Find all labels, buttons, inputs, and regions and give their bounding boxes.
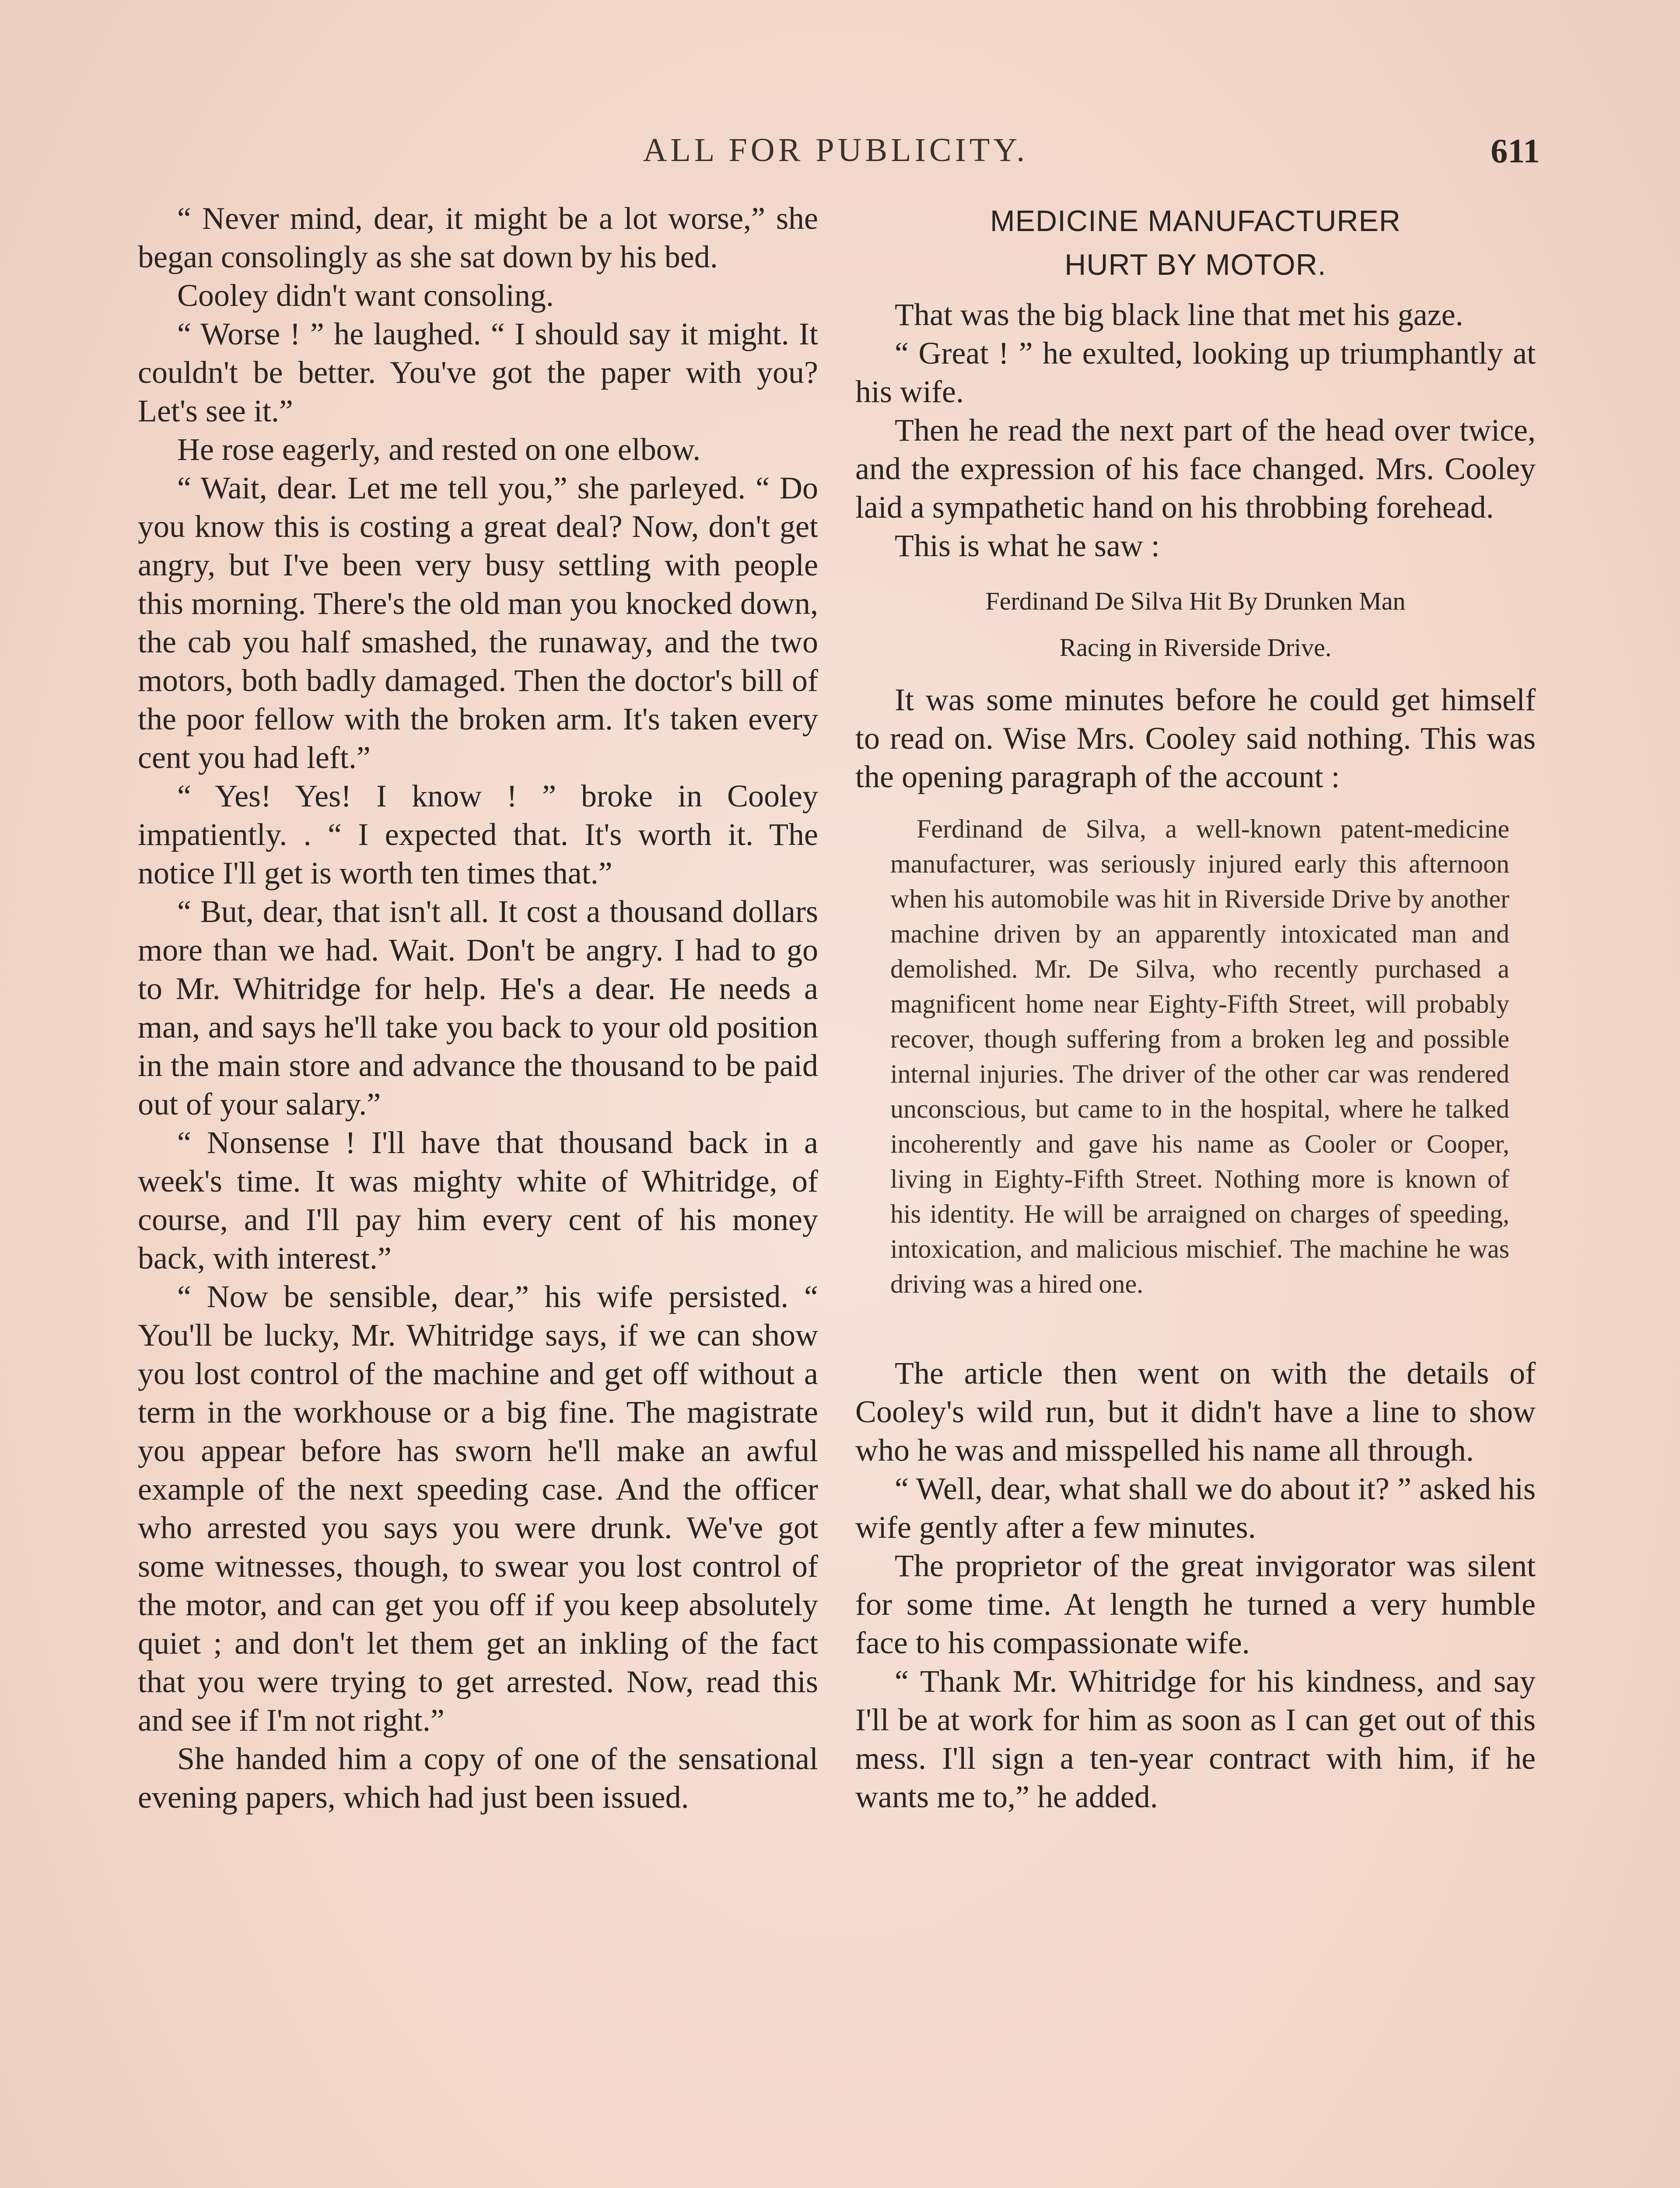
paragraph: She handed him a copy of one of the sensational evening papers, which had just been issued. bbox=[138, 1741, 818, 1815]
paragraph: “ Worse ! ” he laughed. “ I should say it might. It couldn't be better. You've got the paper with you? Let's see it.” bbox=[138, 316, 818, 428]
running-title: ALL FOR PUBLICITY. bbox=[643, 132, 1029, 168]
paragraph: “ Now be sensible, dear,” his wife persisted. “ You'll be lucky, Mr. Whitridge says, if we can show you lost control of the machine and get off without a term in the workhouse or a big fine. The magistrate you appear before has sworn he'll make an awful example of the next speeding case. And the officer who arrested you says you were drunk. We've got some witnesses, though, to swear you lost control of the motor, and can get you off if you keep absolutely quiet ; and don't let them get an inkling of the fact that you were trying to get arrested. Now, read this and see if I'm not right.” bbox=[138, 1279, 818, 1738]
paragraph: “ Yes! Yes! I know ! ” broke in Cooley impatiently. . “ I expected that. It's worth it. The notice I'll get is worth ten times that.” bbox=[138, 778, 818, 891]
paragraph: That was the big black line that met his gaze. bbox=[895, 297, 1463, 332]
paragraph: The proprietor of the great invigorator was silent for some time. At length he turned a very humble face to his compassionate wife. bbox=[855, 1548, 1536, 1660]
subhead-line: Racing in Riverside Drive. bbox=[1059, 633, 1332, 662]
subhead-line: Ferdinand De Silva Hit By Drunken Man bbox=[985, 587, 1406, 615]
paragraph: “ But, dear, that isn't all. It cost a thousand dollars more than we had. Wait. Don't be angry. I had to go to Mr. Whitridge for help. He's a dear. He needs a man, and says he'll take you back to your old position in the main store and advance the thousand to be paid out of your salary.” bbox=[138, 894, 818, 1122]
paragraph: Cooley didn't want consoling. bbox=[177, 278, 554, 313]
paragraph: “ Wait, dear. Let me tell you,” she parleyed. “ Do you know this is costing a great deal? Now, don't get angry, but I've been very busy settling with people this morning. There's the old man you knocked down, the cab you half smashed, the runaway, and the two motors, both badly damaged. Then the doctor's bill of the poor fellow with the broken arm. It's taken every cent you had left.” bbox=[138, 470, 818, 775]
paragraph: “ Nonsense ! I'll have that thousand back in a week's time. It was mighty white of Whitridge, of course, and I'll pay him every cent of his money back, with interest.” bbox=[138, 1125, 818, 1276]
newspaper-headline bbox=[855, 199, 1536, 287]
right-column bbox=[855, 199, 1536, 1816]
paragraph: He rose eagerly, and rested on one elbow. bbox=[177, 432, 701, 467]
page-number: 611 bbox=[1491, 132, 1540, 170]
running-head bbox=[131, 131, 1540, 179]
paragraph: The article then went on with the details of Cooley's wild run, but it didn't have a line to show who he was and misspelled his name all through. bbox=[855, 1356, 1536, 1468]
paragraph: This is what he saw : bbox=[895, 528, 1160, 563]
newspaper-excerpt: Ferdinand de Silva, a well-known patent-medicine manufacturer, was seriously injured early this afternoon when his automobile was hit in Riverside Drive by another machine driven by an apparently intoxicated man and demolished. Mr. De Silva, who recently purchased a magnificent home near Eighty-Fifth Street, will probably recover, though suffering from a broken leg and possible internal injuries. The driver of the other car was rendered unconscious, but came to in the hospital, where he talked incoherently and gave his name as Cooler or Cooper, living in Eighty-Fifth Street. Nothing more is known of his identity. He will be arraigned on charges of speeding, intoxication, and malicious mischief. The machine he was driving was a hired one. bbox=[890, 814, 1509, 1298]
left-column bbox=[138, 199, 818, 1816]
paragraph: “ Never mind, dear, it might be a lot worse,” she began consolingly as she sat down by his bed. bbox=[138, 201, 818, 274]
paragraph: It was some minutes before he could get himself to read on. Wise Mrs. Cooley said nothing. This was the opening paragraph of the account : bbox=[855, 682, 1536, 794]
paragraph: “ Well, dear, what shall we do about it? ” asked his wife gently after a few minutes. bbox=[855, 1471, 1536, 1545]
headline-line: HURT BY MOTOR. bbox=[1064, 248, 1326, 281]
paragraph: “ Thank Mr. Whitridge for his kindness, and say I'll be at work for him as soon as I can get out of this mess. I'll sign a ten-year contract with him, if he wants me to,” he added. bbox=[855, 1664, 1536, 1814]
headline-line: MEDICINE MANUFACTURER bbox=[990, 204, 1401, 238]
newspaper-subhead bbox=[855, 578, 1536, 671]
paragraph: Then he read the next part of the head over twice, and the expression of his face changed. Mrs. Cooley laid a sympathetic hand on his throbbing forehead. bbox=[855, 413, 1536, 525]
paragraph: “ Great ! ” he exulted, looking up triumphantly at his wife. bbox=[855, 336, 1536, 409]
